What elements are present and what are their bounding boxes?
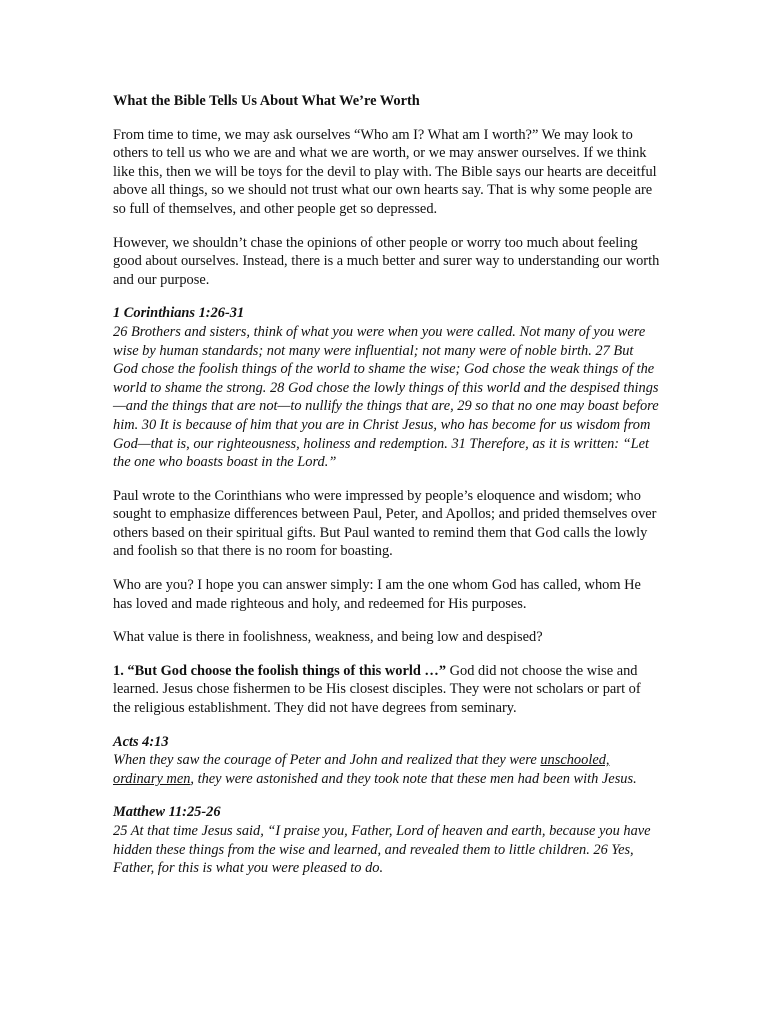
intro-paragraph-1: From time to time, we may ask ourselves “Who am I? What am I worth?” We may look to others to tell us who we are and what we are worth, or we may answer ourselves. If we think like this, then we will be toys for the devil to play with. The Bible says our hearts are deceitful above all things, so we should not trust what our own hearts say. That is why some people are so full of themselves, and other people get so depressed. bbox=[113, 126, 657, 217]
scripture-reference: 1 Corinthians 1:26-31 bbox=[113, 305, 245, 322]
paragraph-paul: Paul wrote to the Corinthians who were impressed by people’s eloquence and wisdom; who sought to emphasize differences between Paul, Peter, and Apollos; and prided themselves over others based on their spiritual gifts. But Paul wanted to remind them that God calls the lowly and foolish so that there is no room for boasting. bbox=[113, 487, 657, 560]
point-1-heading: 1. “But God choose the foolish things of this world …” bbox=[113, 662, 447, 679]
scripture-reference: Matthew 11:25-26 bbox=[113, 804, 221, 821]
intro-paragraph-2: However, we shouldn’t chase the opinions of other people or worry too much about feeling good about ourselves. Instead, there is a much better and surer way to understanding our worth and our purpose. bbox=[113, 234, 660, 288]
scripture-text-before: When they saw the courage of Peter and John and realized that they were bbox=[113, 752, 541, 769]
point-1-paragraph bbox=[113, 662, 661, 718]
scripture-block-matthew bbox=[113, 803, 661, 877]
scripture-text: 25 At that time Jesus said, “I praise you, Father, Lord of heaven and earth, because you have hidden these things from the wise and learned, and revealed them to little children. 26 Yes, Father, for this is what you were pleased to do. bbox=[113, 823, 651, 877]
scripture-text: 26 Brothers and sisters, think of what you were when you were called. Not many of you were wise by human standards; not many were influential; not many were of noble birth. 27 But God chose the foolish things of the world to shame the wise; God chose the weak things of the world to shame the strong. 28 God chose the lowly things of this world and the despised things—and the things that are not—to nullify the things that are, 29 so that no one may boast before him. 30 It is because of him that you are in Christ Jesus, who has become for us wisdom from God—that is, our righteousness, holiness and redemption. 31 Therefore, as it is written: “Let the one who boasts boast in the Lord.” bbox=[113, 323, 659, 471]
paragraph-who-are-you: Who are you? I hope you can answer simply: I am the one whom God has called, whom He has loved and made righteous and holy, and redeemed for His purposes. bbox=[113, 577, 641, 612]
point-1-text: God did not choose the wise and learned. Jesus chose fishermen to be His closest disciples. They were not scholars or part of the religious establishment. They did not have degrees from seminary. bbox=[113, 662, 641, 717]
scripture-text bbox=[113, 751, 661, 788]
scripture-block-acts bbox=[113, 733, 661, 789]
document-page bbox=[113, 92, 661, 893]
scripture-text-after: , they were astonished and they took note that these men had been with Jesus. bbox=[190, 770, 637, 787]
paragraph-what-value: What value is there in foolishness, weakness, and being low and despised? bbox=[113, 629, 543, 646]
scripture-text-underlined: unschooled, ordinary men bbox=[113, 752, 610, 787]
document-title: What the Bible Tells Us About What We’re Worth bbox=[113, 93, 420, 109]
scripture-block-corinthians bbox=[113, 304, 661, 471]
scripture-reference: Acts 4:13 bbox=[113, 733, 169, 750]
